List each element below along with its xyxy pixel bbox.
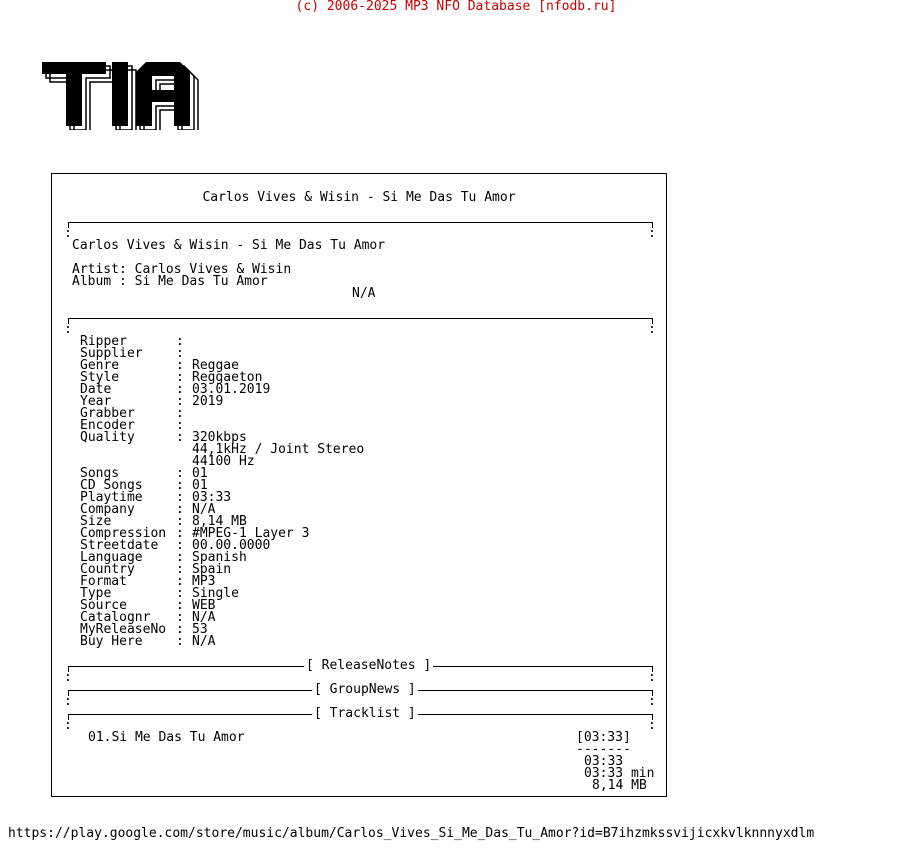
nfo-title: Carlos Vives & Wisin - Si Me Das Tu Amor	[202, 190, 516, 205]
tia-logo	[38, 58, 200, 130]
frame-dots: :	[648, 322, 656, 337]
frame-dots: :	[64, 718, 72, 733]
info-key: Source	[80, 598, 127, 613]
info-separator: :	[176, 598, 184, 613]
info-separator: :	[176, 358, 184, 373]
info-value: WEB	[192, 598, 216, 613]
info-separator: :	[176, 382, 184, 397]
info-separator: :	[176, 502, 184, 517]
track-duration: [03:33]	[576, 730, 631, 745]
info-separator: :	[176, 574, 184, 589]
nfo-panel	[51, 173, 667, 797]
info-value: 00.00.0000	[192, 538, 271, 553]
info-separator: :	[176, 466, 184, 481]
info-separator: :	[176, 562, 184, 577]
info-separator: :	[176, 430, 184, 445]
info-value: Reggae	[192, 358, 239, 373]
info-value: 320kbps	[192, 430, 247, 445]
info-value: MP3	[192, 574, 216, 589]
info-separator: :	[176, 634, 184, 649]
info-value: #MPEG-1 Layer 3	[192, 526, 310, 541]
release-heading: Carlos Vives & Wisin - Si Me Das Tu Amor	[72, 238, 386, 253]
info-key: Supplier	[80, 346, 143, 361]
info-value: N/A	[192, 502, 216, 517]
info-value: Single	[192, 586, 239, 601]
frame-dots: :	[648, 226, 656, 241]
total-size: 8,14 MB	[592, 778, 647, 793]
tracklist-heading: [ Tracklist ]	[314, 706, 416, 721]
info-separator: :	[176, 370, 184, 385]
info-value: N/A	[192, 634, 216, 649]
info-value: 44100 Hz	[192, 454, 255, 469]
info-value: 01	[192, 466, 208, 481]
artist-line: Artist: Carlos Vives & Wisin	[72, 262, 292, 277]
total-time: 03:33	[584, 754, 624, 769]
info-key: CD Songs	[80, 478, 143, 493]
release-notes-heading: [ ReleaseNotes ]	[306, 658, 432, 673]
info-key: MyReleaseNo	[80, 622, 167, 637]
info-separator: :	[176, 334, 184, 349]
info-value: 8,14 MB	[192, 514, 247, 529]
info-value: 03.01.2019	[192, 382, 271, 397]
info-key: Playtime	[80, 490, 143, 505]
track-title: 01.Si Me Das Tu Amor	[88, 730, 245, 745]
info-value: 2019	[192, 394, 224, 409]
frame-dots: :	[648, 670, 656, 685]
frame-dots: :	[64, 226, 72, 241]
info-separator: :	[176, 418, 184, 433]
album-line: Album : Si Me Das Tu Amor	[72, 274, 268, 289]
frame-dots: :	[648, 718, 656, 733]
info-key: Songs	[80, 466, 120, 481]
frame-dots: :	[648, 694, 656, 709]
info-key: Format	[80, 574, 127, 589]
totals-separator: -------	[576, 742, 631, 757]
info-key: Catalognr	[80, 610, 151, 625]
total-time-min: 03:33 min	[584, 766, 655, 781]
na-line: N/A	[352, 286, 376, 301]
info-key: Date	[80, 382, 112, 397]
info-value: Spain	[192, 562, 232, 577]
info-value: N/A	[192, 610, 216, 625]
info-separator: :	[176, 490, 184, 505]
info-key: Genre	[80, 358, 120, 373]
info-key: Streetdate	[80, 538, 159, 553]
info-key: Buy Here	[80, 634, 143, 649]
frame-dots: :	[64, 670, 72, 685]
info-separator: :	[176, 622, 184, 637]
info-value: Spanish	[192, 550, 247, 565]
info-separator: :	[176, 394, 184, 409]
info-key: Size	[80, 514, 112, 529]
info-key: Compression	[80, 526, 167, 541]
info-value: 03:33	[192, 490, 232, 505]
frame-top-line	[68, 222, 652, 223]
info-separator: :	[176, 478, 184, 493]
info-separator: :	[176, 610, 184, 625]
frame-info-line	[68, 318, 652, 319]
header-credit: (c) 2006-2025 MP3 NFO Database [nfodb.ru]	[295, 0, 617, 14]
info-key: Style	[80, 370, 120, 385]
info-key: Grabber	[80, 406, 135, 421]
info-key: Type	[80, 586, 112, 601]
info-separator: :	[176, 526, 184, 541]
info-key: Company	[80, 502, 135, 517]
frame-dots: :	[64, 322, 72, 337]
info-key: Ripper	[80, 334, 127, 349]
info-key: Encoder	[80, 418, 135, 433]
info-key: Country	[80, 562, 135, 577]
info-separator: :	[176, 514, 184, 529]
info-separator: :	[176, 346, 184, 361]
album-link[interactable]: https://play.google.com/store/music/album/Carlos_Vives_Si_Me_Das_Tu_Amor?id=B7ihzmkssvijicxkvlknnnyxdlm	[8, 826, 815, 841]
info-value: 01	[192, 478, 208, 493]
info-separator: :	[176, 406, 184, 421]
frame-dots: :	[64, 694, 72, 709]
info-value: 44,1kHz / Joint Stereo	[192, 442, 365, 457]
info-value: 53	[192, 622, 208, 637]
info-key: Quality	[80, 430, 135, 445]
info-key: Year	[80, 394, 112, 409]
info-key: Language	[80, 550, 143, 565]
info-separator: :	[176, 586, 184, 601]
info-separator: :	[176, 550, 184, 565]
group-news-heading: [ GroupNews ]	[314, 682, 416, 697]
info-value: Reggaeton	[192, 370, 263, 385]
info-separator: :	[176, 538, 184, 553]
